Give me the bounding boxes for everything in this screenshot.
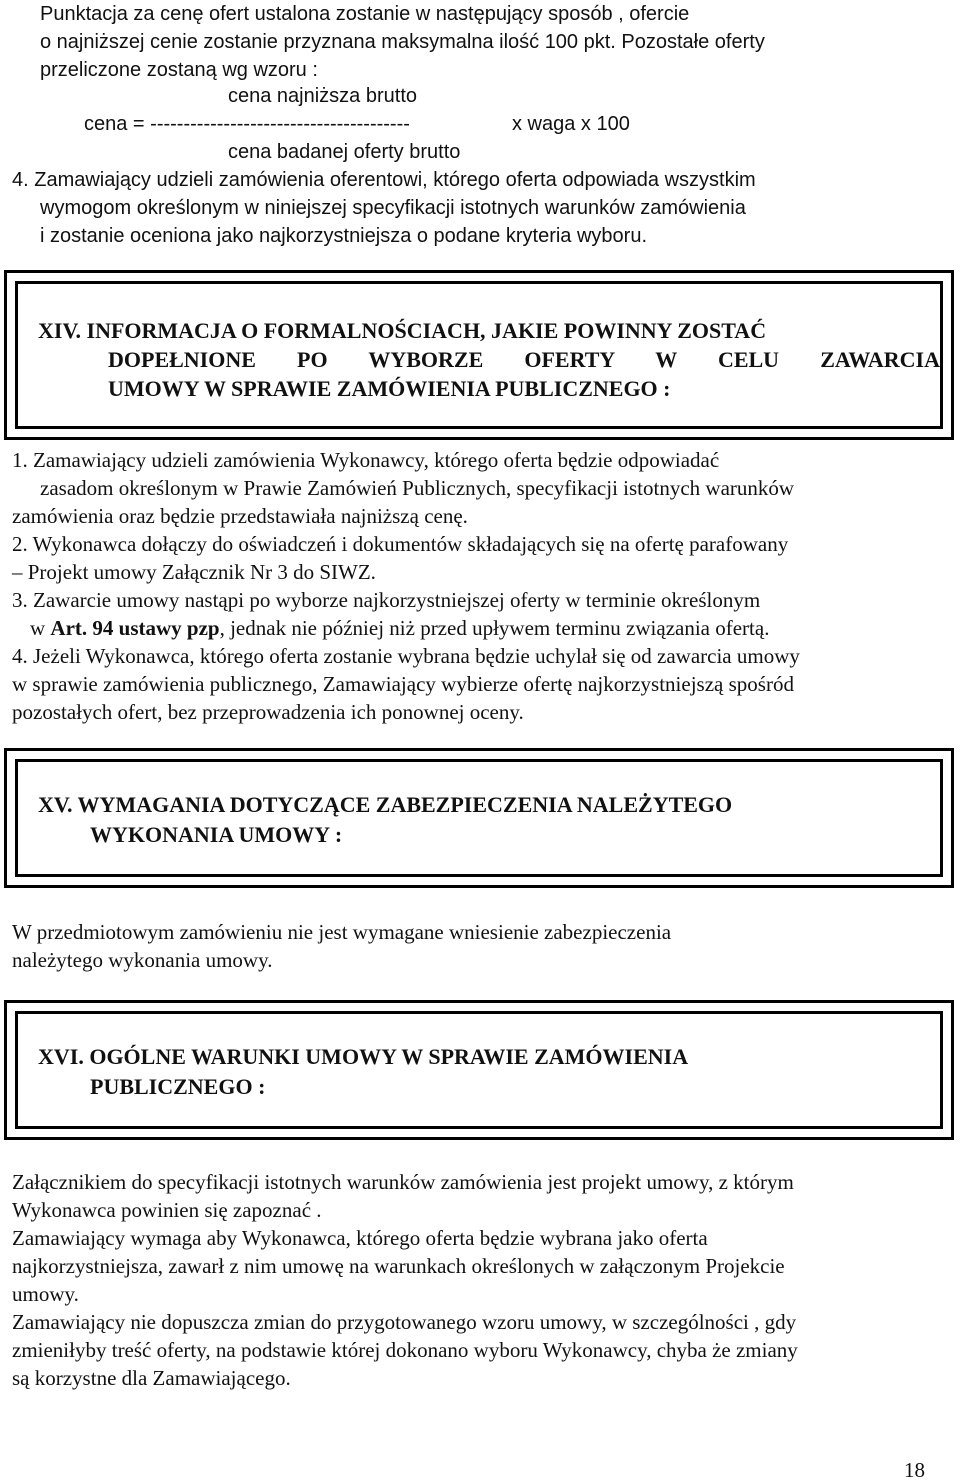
xiv-item-4-line-1: 4. Jeżeli Wykonawca, którego oferta zostanie wybrana będzie uchylał się od zawarcia umowy (12, 644, 800, 668)
xiv-item-2-line-2: – Projekt umowy Załącznik Nr 3 do SIWZ. (12, 560, 376, 584)
xiv-item-3-article-ref: Art. 94 ustawy pzp (50, 616, 220, 640)
xv-body-line-2: należytego wykonania umowy. (12, 948, 273, 972)
xiv-item-1-line-2: zasadom określonym w Prawie Zamówień Publicznych, specyfikacji istotnych warunków (40, 476, 795, 500)
xiv-item-2-line-1: 2. Wykonawca dołączy do oświadczeń i dokumentów składających się na ofertę parafowany (12, 532, 789, 556)
scoring-line-2: o najniższej cenie zostanie przyznana maksymalna ilość 100 pkt. Pozostałe oferty (40, 31, 765, 53)
xvi-p2-line-2: najkorzystniejsza, zawarł z nim umowę na warunkach określonych w załączonym Projekcie (12, 1254, 785, 1278)
formula-tail: x waga x 100 (512, 113, 630, 135)
xiv-item-3-prefix: w (30, 616, 51, 640)
xiv-item-3-line-2 (30, 614, 769, 642)
xvi-p3-line-3: są korzystne dla Zamawiającego. (12, 1366, 291, 1390)
section-xvi-heading-line-1: XVI. OGÓLNE WARUNKI UMOWY W SPRAWIE ZAMÓWIENIA (38, 1044, 689, 1069)
xvi-p1-line-1: Załącznikiem do specyfikacji istotnych warunków zamówienia jest projekt umowy, z którym (12, 1170, 794, 1194)
xvi-p1-line-2: Wykonawca powinien się zapoznać . (12, 1198, 322, 1222)
xiv-item-4-line-3: pozostałych ofert, bez przeprowadzenia ich ponownej oceny. (12, 700, 524, 724)
xiv-item-3-suffix: , jednak nie później niż przed upływem terminu związania ofertą. (219, 616, 770, 640)
scoring-line-1: Punktacja za cenę ofert ustalona zostanie w następujący sposób , ofercie (40, 3, 690, 25)
xiv-item-3-line-1: 3. Zawarcie umowy nastąpi po wyborze najkorzystniejszej oferty w terminie określonym (12, 588, 761, 612)
point-4-line-3: i zostanie oceniona jako najkorzystniejsza o podane kryteria wyboru. (40, 225, 648, 247)
xiv-item-1-line-3: zamówienia oraz będzie przedstawiała najniższą cenę. (12, 504, 468, 528)
point-4-line-2: wymogom określonym w niniejszej specyfikacji istotnych warunków zamówienia (40, 197, 746, 219)
formula-main: cena = --------------------------------------- (84, 113, 410, 135)
page-number: 18 (904, 1458, 925, 1482)
section-xiv-heading-line-1: XIV. INFORMACJA O FORMALNOŚCIACH, JAKIE POWINNY ZOSTAĆ (38, 318, 767, 343)
xvi-p2-line-1: Zamawiający wymaga aby Wykonawca, którego oferta będzie wybrana jako oferta (12, 1226, 708, 1250)
xiv-item-1-line-1: 1. Zamawiający udzieli zamówienia Wykonawcy, którego oferta będzie odpowiadać (12, 448, 720, 472)
point-4-line-1: 4. Zamawiający udzieli zamówienia oferentowi, którego oferta odpowiada wszystkim (12, 169, 756, 191)
section-xiv-heading-line-3: UMOWY W SPRAWIE ZAMÓWIENIA PUBLICZNEGO : (108, 376, 671, 401)
formula-denominator: cena badanej oferty brutto (228, 141, 461, 163)
xv-body-line-1: W przedmiotowym zamówieniu nie jest wymagane wniesienie zabezpieczenia (12, 920, 672, 944)
xvi-p3-line-1: Zamawiający nie dopuszcza zmian do przygotowanego wzoru umowy, w szczególności , gdy (12, 1310, 797, 1334)
xvi-p3-line-2: zmieniłyby treść oferty, na podstawie której dokonano wyboru Wykonawcy, chyba że zmiany (12, 1338, 798, 1362)
scoring-line-3: przeliczone zostaną wg wzoru : (40, 59, 318, 81)
formula-numerator: cena najniższa brutto (228, 85, 418, 107)
section-xiv-heading-line-2: DOPEŁNIONE PO WYBORZE OFERTY W CELU ZAWARCIA (108, 347, 940, 372)
section-xv-heading-line-1: XV. WYMAGANIA DOTYCZĄCE ZABEZPIECZENIA NALEŻYTEGO (38, 792, 733, 817)
section-xv-heading-line-2: WYKONANIA UMOWY : (90, 822, 343, 847)
xiv-item-4-line-2: w sprawie zamówienia publicznego, Zamawiający wybierze ofertę najkorzystniejszą spośród (12, 672, 794, 696)
xvi-p2-line-3: umowy. (12, 1282, 79, 1306)
section-xvi-heading-line-2: PUBLICZNEGO : (90, 1074, 266, 1099)
